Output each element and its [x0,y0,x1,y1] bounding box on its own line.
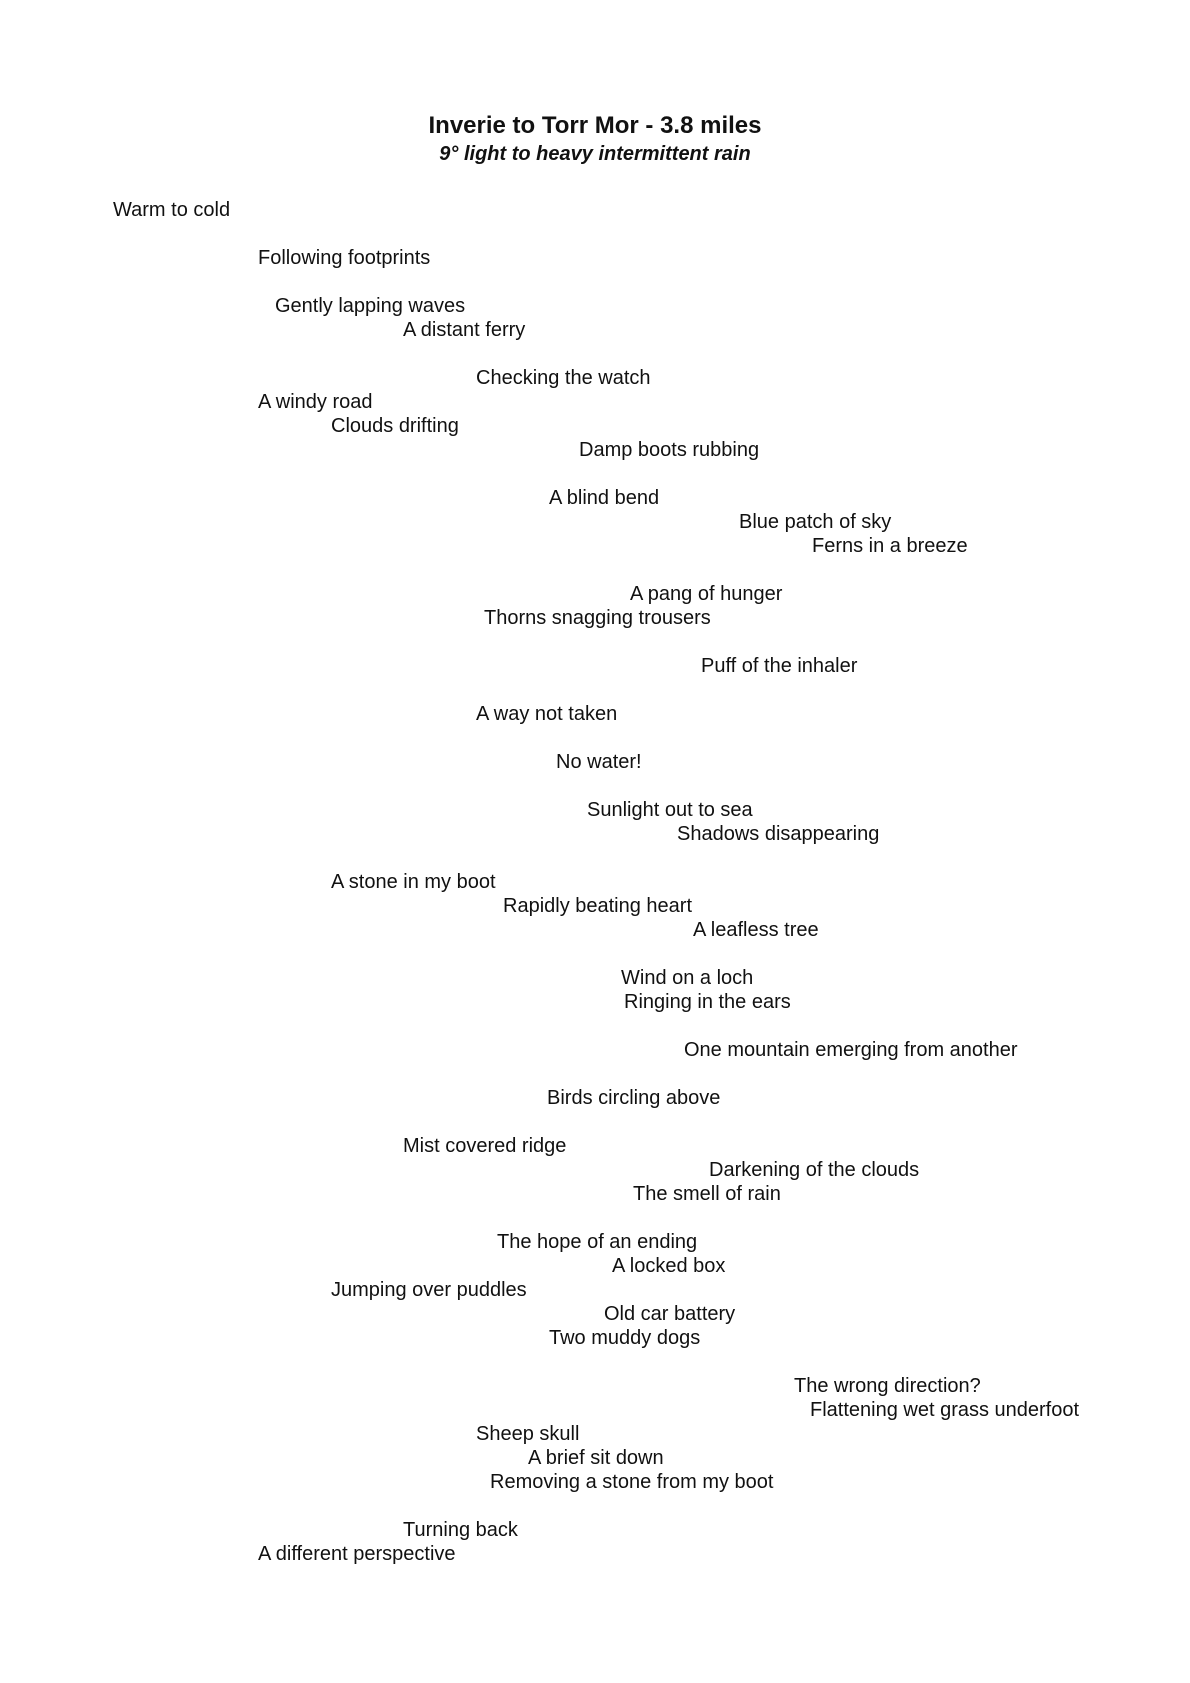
poem-line: Removing a stone from my boot [490,1471,774,1493]
poem-line: Puff of the inhaler [701,655,858,677]
poem-line: Sunlight out to sea [587,799,753,821]
poem-line: Jumping over puddles [331,1279,527,1301]
poem-line: Following footprints [258,247,431,269]
poem-line: A windy road [258,391,373,413]
poem-line: A blind bend [549,487,660,509]
poem-line: Birds circling above [547,1087,721,1109]
poem-line: Shadows disappearing [677,823,880,845]
poem-line: Darkening of the clouds [709,1159,920,1181]
poem-line: A different perspective [258,1543,456,1565]
poem-line: The wrong direction? [794,1375,981,1397]
poem-line: A brief sit down [528,1447,664,1469]
poem-line: A pang of hunger [630,583,783,605]
poem-line: A locked box [612,1255,726,1277]
poem-line: Two muddy dogs [549,1327,701,1349]
poem-line: Wind on a loch [621,967,754,989]
poem-line: The smell of rain [633,1183,781,1205]
page-subtitle: 9° light to heavy intermittent rain [439,143,751,165]
poem-line: One mountain emerging from another [684,1039,1018,1061]
poem-line: A way not taken [476,703,618,725]
poem-line: Old car battery [604,1303,736,1325]
poem-line: Rapidly beating heart [503,895,693,917]
poem-line: The hope of an ending [497,1231,698,1253]
poem-line: Flattening wet grass underfoot [810,1399,1080,1421]
poem-line: Damp boots rubbing [579,439,760,461]
poem-line: A distant ferry [403,319,526,341]
poem-line: Blue patch of sky [739,511,892,533]
poem-line: Checking the watch [476,367,651,389]
poem-line: Mist covered ridge [403,1135,567,1157]
poem-line: Sheep skull [476,1423,580,1445]
poem-line: Turning back [403,1519,518,1541]
page-title: Inverie to Torr Mor - 3.8 miles [428,112,762,139]
poem-line: Thorns snagging trousers [484,607,711,629]
poem-line: A stone in my boot [331,871,496,893]
poem-line: Ringing in the ears [624,991,791,1013]
poem-line: Gently lapping waves [275,295,466,317]
poem-line: A leafless tree [693,919,819,941]
poem-line: Ferns in a breeze [812,535,968,557]
poem-line: No water! [556,751,642,773]
poem-line: Clouds drifting [331,415,459,437]
poem-line: Warm to cold [113,199,231,221]
